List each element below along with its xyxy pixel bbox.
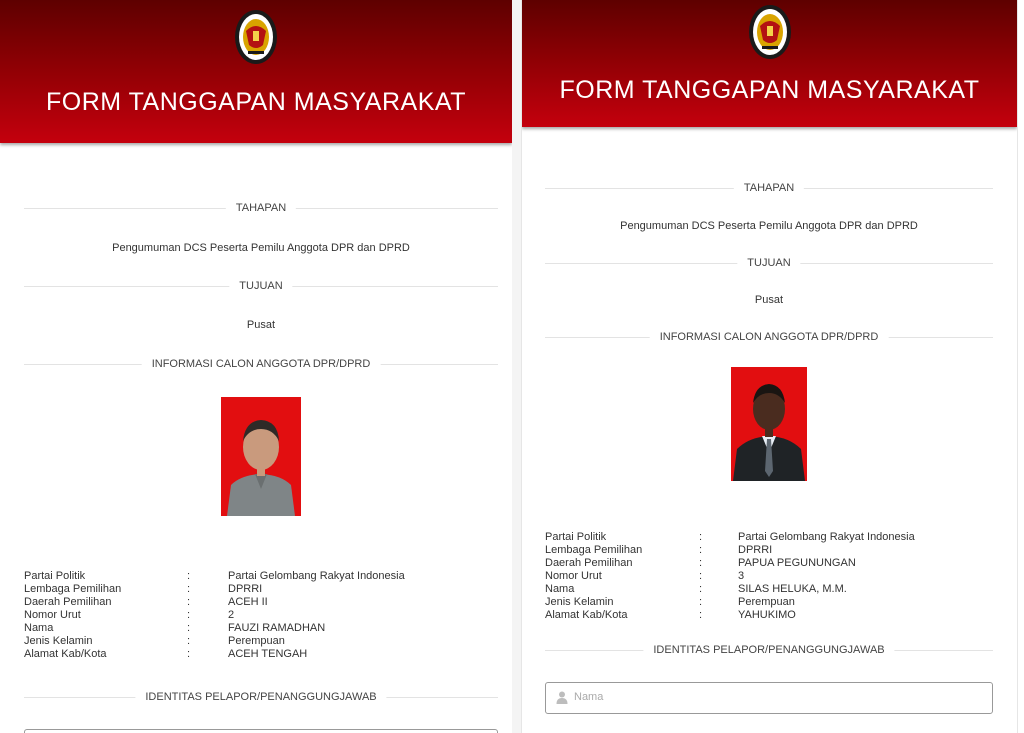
- info-value: DPRRI: [738, 544, 773, 556]
- info-row: [24, 609, 498, 622]
- info-colon: :: [187, 570, 191, 582]
- identitas-label: IDENTITAS PELAPOR/PENANGGUNGJAWAB: [135, 690, 386, 704]
- info-key: Nama: [545, 583, 575, 595]
- tahapan-value: Pengumuman DCS Peserta Pemilu Anggota DPR dan DPRD: [620, 220, 918, 232]
- candidate-photo: [221, 397, 301, 516]
- info-row: [545, 583, 993, 596]
- tujuan-label: TUJUAN: [229, 279, 292, 293]
- identitas-divider: [545, 643, 993, 657]
- tahapan-label: TAHAPAN: [226, 201, 296, 215]
- info-divider: [545, 330, 993, 344]
- form-header: [0, 0, 512, 143]
- identitas-divider: [24, 690, 498, 704]
- tujuan-divider: [545, 256, 993, 270]
- candidate-photo: [731, 367, 807, 481]
- info-value: Partai Gelombang Rakyat Indonesia: [228, 570, 405, 582]
- tahapan-divider: [545, 181, 993, 195]
- right-form-panel: [521, 0, 1018, 733]
- nama-placeholder: Nama: [574, 691, 604, 703]
- tahapan-label: TAHAPAN: [734, 181, 804, 195]
- info-key: Alamat Kab/Kota: [545, 609, 628, 621]
- info-colon: :: [699, 531, 703, 543]
- kpu-logo-icon: [233, 7, 279, 65]
- info-row: [24, 635, 498, 648]
- info-colon: :: [699, 609, 703, 621]
- info-colon: :: [187, 635, 191, 647]
- tahapan-value: Pengumuman DCS Peserta Pemilu Anggota DPR dan DPRD: [112, 242, 410, 254]
- info-colon: :: [187, 583, 191, 595]
- info-colon: :: [699, 557, 703, 569]
- info-row: [545, 557, 993, 570]
- panel-gap: [512, 0, 521, 733]
- info-key: Jenis Kelamin: [24, 635, 93, 647]
- info-value: ACEH TENGAH: [228, 648, 308, 660]
- info-value: SILAS HELUKA, M.M.: [738, 583, 847, 595]
- info-row: [24, 596, 498, 609]
- tahapan-divider: [24, 201, 498, 215]
- tujuan-value: Pusat: [246, 319, 276, 331]
- candidate-portrait-icon: [221, 397, 301, 516]
- info-colon: :: [699, 544, 703, 556]
- info-colon: :: [187, 609, 191, 621]
- info-key: Daerah Pemilihan: [24, 596, 112, 608]
- info-row: [545, 531, 993, 544]
- info-row: [24, 622, 498, 635]
- info-colon: :: [699, 583, 703, 595]
- kpu-logo-icon: [747, 2, 793, 60]
- info-value: PAPUA PEGUNUNGAN: [738, 557, 856, 569]
- form-title: FORM TANGGAPAN MASYARAKAT: [46, 88, 466, 116]
- info-value: Perempuan: [228, 635, 285, 647]
- info-colon: :: [699, 570, 703, 582]
- info-colon: :: [699, 596, 703, 608]
- info-key: Nomor Urut: [24, 609, 81, 621]
- info-value: Partai Gelombang Rakyat Indonesia: [738, 531, 915, 543]
- tujuan-divider: [24, 279, 498, 293]
- candidate-portrait-icon: [731, 367, 807, 481]
- info-key: Partai Politik: [24, 570, 86, 582]
- identitas-label: IDENTITAS PELAPOR/PENANGGUNGJAWAB: [643, 643, 894, 657]
- info-label: INFORMASI CALON ANGGOTA DPR/DPRD: [650, 330, 889, 344]
- info-row: [24, 583, 498, 596]
- info-value: FAUZI RAMADHAN: [228, 622, 326, 634]
- info-row: [24, 648, 498, 661]
- info-key: Jenis Kelamin: [545, 596, 614, 608]
- info-row: [545, 609, 993, 622]
- info-value: YAHUKIMO: [738, 609, 796, 621]
- info-row: [545, 570, 993, 583]
- info-row: [545, 544, 993, 557]
- candidate-info-list: [545, 531, 993, 622]
- info-key: Nama: [24, 622, 54, 634]
- user-icon: [556, 691, 568, 704]
- candidate-info-list: [24, 570, 498, 661]
- info-row: [24, 570, 498, 583]
- info-colon: :: [187, 622, 191, 634]
- info-label: INFORMASI CALON ANGGOTA DPR/DPRD: [142, 357, 381, 371]
- info-key: Lembaga Pemilihan: [24, 583, 122, 595]
- info-divider: [24, 357, 498, 371]
- info-row: [545, 596, 993, 609]
- form-header: [522, 0, 1017, 127]
- info-value: DPRRI: [228, 583, 263, 595]
- info-key: Nomor Urut: [545, 570, 602, 582]
- tujuan-label: TUJUAN: [737, 256, 800, 270]
- info-key: Daerah Pemilihan: [545, 557, 633, 569]
- info-key: Lembaga Pemilihan: [545, 544, 643, 556]
- nama-input-partial[interactable]: [24, 729, 498, 733]
- info-value: ACEH II: [228, 596, 268, 608]
- info-value: Perempuan: [738, 596, 795, 608]
- form-title: FORM TANGGAPAN MASYARAKAT: [559, 76, 980, 104]
- info-key: Alamat Kab/Kota: [24, 648, 107, 660]
- tujuan-value: Pusat: [754, 294, 784, 306]
- info-key: Partai Politik: [545, 531, 607, 543]
- info-colon: :: [187, 648, 191, 660]
- nama-input[interactable]: [545, 682, 993, 714]
- info-value: 3: [738, 570, 745, 582]
- info-value: 2: [228, 609, 235, 621]
- info-colon: :: [187, 596, 191, 608]
